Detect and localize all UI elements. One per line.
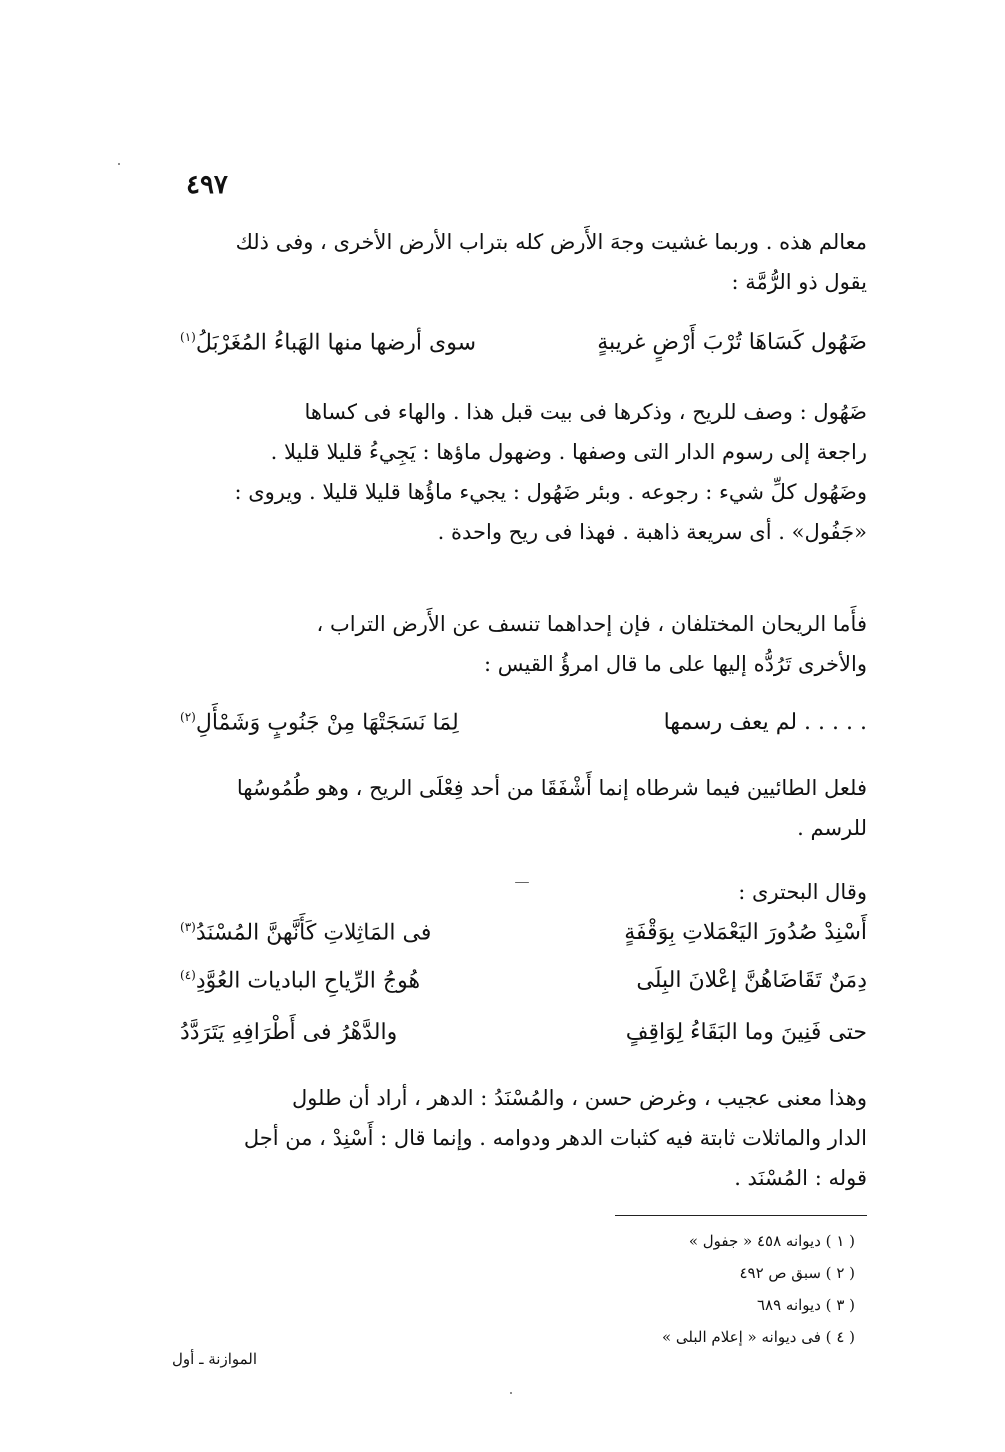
text-line: للرسم . <box>797 816 867 840</box>
verse-hemistich-second <box>180 920 431 945</box>
scan-speck <box>118 163 120 165</box>
verse-hemistich-first <box>664 710 867 735</box>
verse-hemistich-first <box>626 1020 867 1045</box>
paragraph-musnad-commentary <box>180 1078 867 1198</box>
footnote-item: ( ١ ) ديوانه ٤٥٨ « جفول » <box>688 1232 855 1250</box>
text-line: فلعل الطائيين فيما شرطاه إنما أَشْفَقَا من أحد فِعْلَى الريح ، وهو طُمُوسُها <box>236 776 867 800</box>
paragraph-buhturi-intro <box>180 872 867 912</box>
scan-speck <box>510 1392 512 1394</box>
verse-hemistich-first <box>624 920 867 945</box>
footer-signature: الموازنة ـ أول <box>172 1350 258 1368</box>
verse-buhturi-3 <box>180 1020 867 1064</box>
footnote-item: ( ٣ ) ديوانه ٦٨٩ <box>756 1296 855 1314</box>
verse-hemistich-second <box>180 710 459 735</box>
footnote-item: ( ٢ ) سبق ص ٤٩٢ <box>739 1264 855 1282</box>
paragraph-intro <box>180 222 867 302</box>
text-line: معالم هذه . وربما غشيت وجهَ الأَرض كله بتراب الأرض الأخرى ، وفى ذلك <box>235 230 867 254</box>
verse-hemistich-second <box>180 1020 397 1045</box>
text-line: راجعة إلى رسوم الدار التى وصفها . وضهول ماؤها : يَجِيءُ قليلا قليلا . <box>270 440 867 464</box>
hemistich-text: هُوجُ الرِّياحِ الباديات العُوَّدِ <box>195 968 421 994</box>
hemistich-text: دِمَنٌ تَقَاضَاهُنَّ إعْلانَ البِلَى <box>636 968 867 993</box>
paragraph-taiyyan <box>180 768 867 848</box>
text-line: وضَهُول كلِّ شيء : رجوعه . وبئر ضَهُول : يجيء ماؤُها قليلا قليلا . ويروى : <box>234 480 867 504</box>
verse-dhu-al-rumma <box>180 330 867 374</box>
text-line: ضَهُول : وصف للريح ، وذكرها فى بيت قبل هذا . والهاء فى كساها <box>304 400 867 424</box>
paragraph-two-winds <box>180 604 867 684</box>
text-line: قوله : المُسْنَد . <box>734 1166 867 1190</box>
paragraph-commentary-dahul <box>180 392 867 552</box>
footnote-marker: (١) <box>180 330 196 344</box>
text-line: وقال البحترى : <box>738 880 867 904</box>
hemistich-text: أَسْنِدْ صُدُورَ اليَعْمَلاتِ بِوَقْفَةٍ <box>624 920 867 945</box>
page-number: ٤٩٧ <box>186 170 228 200</box>
text-line: «جَفُول» . أى سريعة ذاهبة . فهذا فى ريح واحدة . <box>437 520 867 544</box>
hemistich-text: ضَهُول كَسَاهَا تُرْبَ أَرْضٍ غريبةٍ <box>597 330 867 355</box>
hemistich-text: . . . . . لم يعف رسمها <box>663 710 867 735</box>
verse-hemistich-first <box>636 968 867 993</box>
verse-imru-al-qays <box>180 710 867 754</box>
hemistich-text: حتى فَنِينَ وما البَقَاءُ لِوَاقِفٍ <box>625 1020 867 1045</box>
text-line: يقول ذو الرُّمَّة : <box>731 270 867 294</box>
hemistich-text: فى المَاثِلاتِ كَأَنَّهنَّ المُسْنَدُ <box>195 920 432 946</box>
verse-hemistich-first <box>597 330 867 355</box>
text-line: الدار والماثلات ثابتة فيه كثبات الدهر ودوامه . وإنما قال : أَسْنِدْ ، من أجل <box>243 1126 867 1150</box>
footnote-marker: (٣) <box>180 920 196 934</box>
hemistich-text: سوى أرضها منها الهَباءُ المُغَرْبَلُ <box>195 330 477 356</box>
verse-buhturi-2 <box>180 968 867 1012</box>
footnote-divider <box>615 1215 867 1216</box>
verse-hemistich-second <box>180 330 476 355</box>
hemistich-text: لِمَا نَسَجَتْهَا مِنْ جَنُوبٍ وَشَمْأَلِ <box>195 710 459 736</box>
footnote-marker: (٤) <box>180 968 196 982</box>
scan-speck <box>515 882 529 883</box>
footnotes <box>662 1225 855 1353</box>
text-line: وهذا معنى عجيب ، وغرض حسن ، والمُسْنَدُ : الدهر ، أراد أن طلول <box>291 1086 867 1110</box>
hemistich-text: والدَّهْرُ فى أَطْرَافِهِ يَتَرَدَّدُ <box>180 1020 398 1045</box>
verse-hemistich-second <box>180 968 420 993</box>
footnote-marker: (٢) <box>180 710 196 724</box>
text-line: فأَما الريحان المختلفان ، فإن إحداهما تنسف عن الأَرض التراب ، <box>316 612 867 636</box>
footnote-item: ( ٤ ) فى ديوانه « إعلام البلى » <box>661 1328 855 1346</box>
verse-buhturi-1 <box>180 920 867 964</box>
text-line: والأخرى تَرُدُّه إليها على ما قال امرؤُ القيس : <box>484 652 867 676</box>
